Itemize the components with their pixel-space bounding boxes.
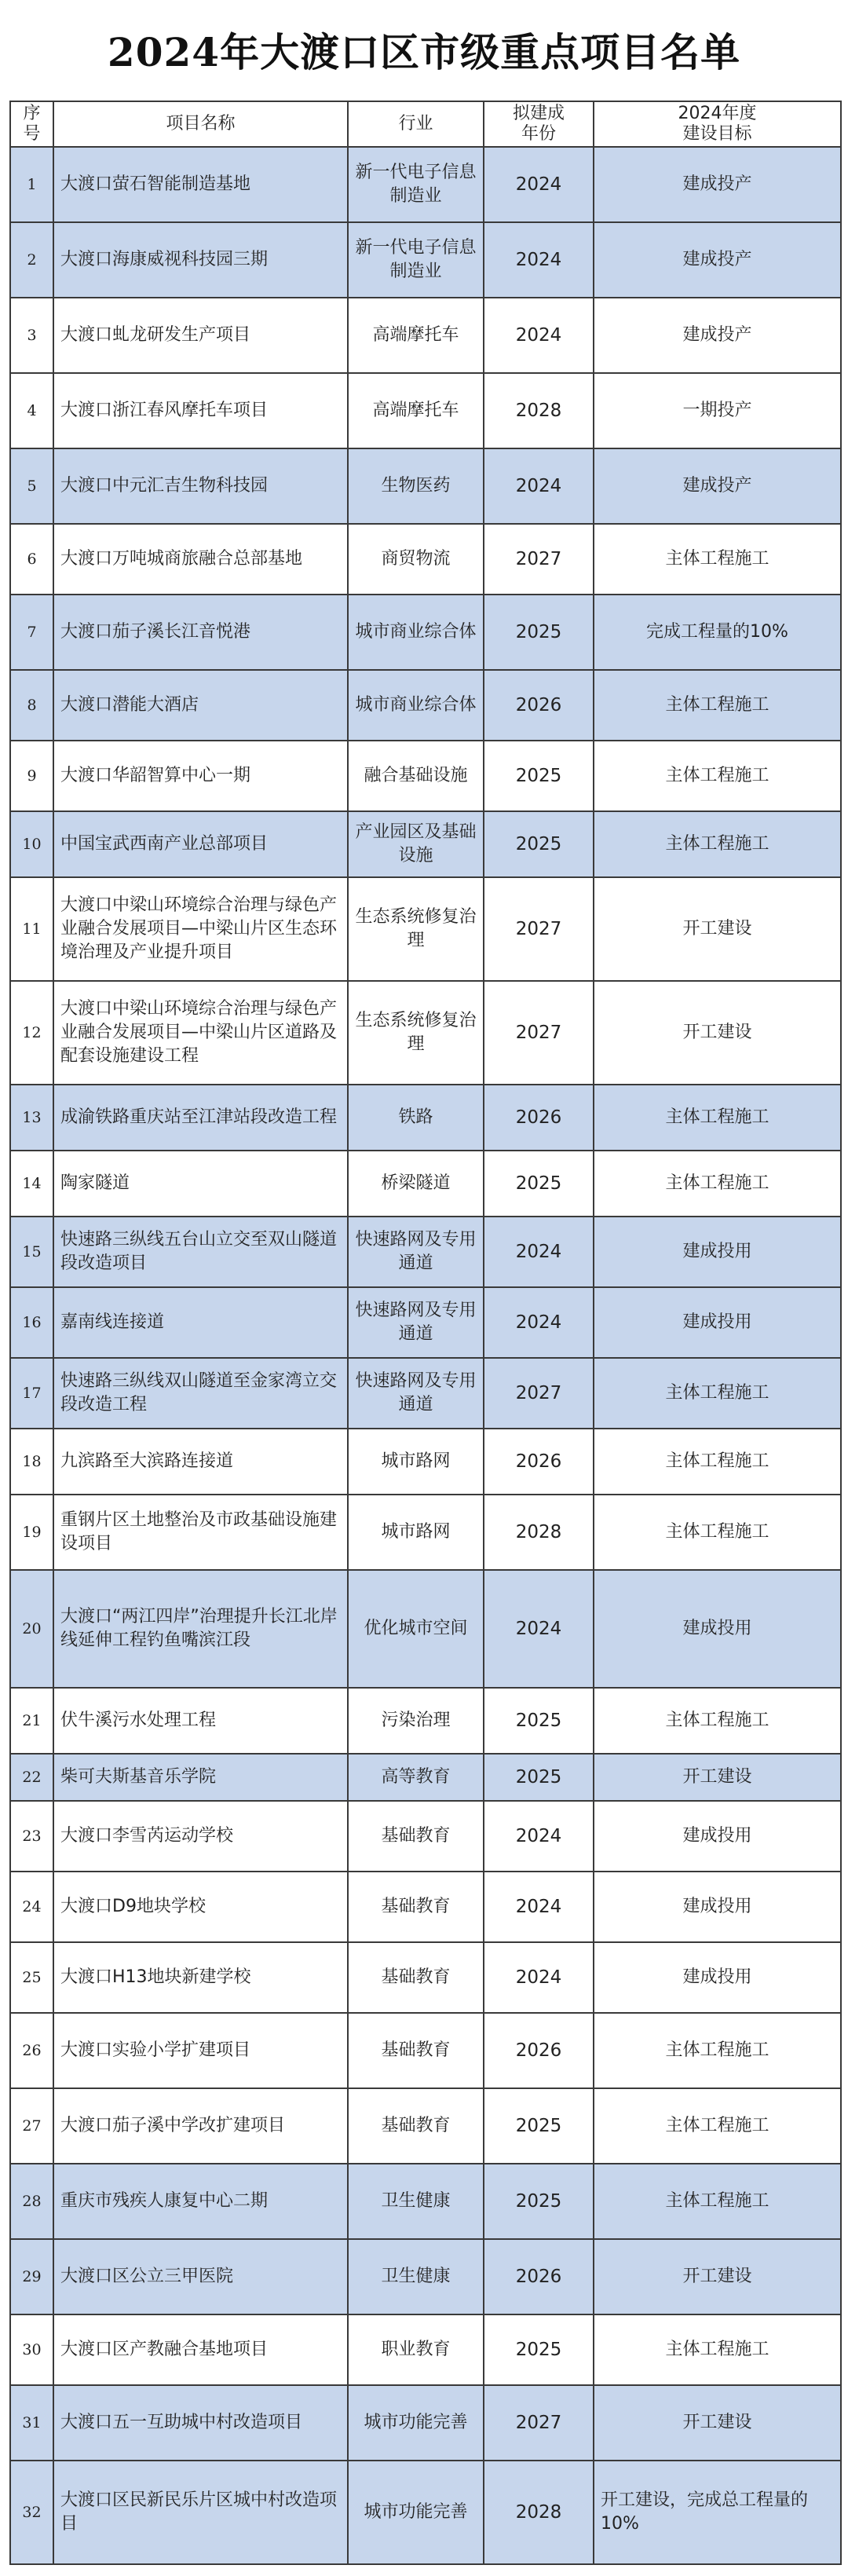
table-row: [10, 877, 841, 981]
annual-goal: 开工建设，完成总工程量的10%: [594, 2461, 841, 2564]
row-number: 8: [10, 670, 53, 741]
table-row: [10, 2314, 841, 2385]
project-name: 大渡口潜能大酒店: [53, 670, 348, 741]
project-name: 中国宝武西南产业总部项目: [53, 811, 348, 877]
project-name: 成渝铁路重庆站至江津站段改造工程: [53, 1085, 348, 1151]
project-name: 重钢片区土地整治及市政基础设施建设项目: [53, 1495, 348, 1570]
row-number: 14: [10, 1151, 53, 1217]
completion-year: 2025: [484, 1754, 594, 1801]
completion-year: 2024: [484, 1217, 594, 1287]
row-number: 12: [10, 981, 53, 1085]
annual-goal: 一期投产: [594, 373, 841, 448]
project-name: 快速路三纵线五台山立交至双山隧道段改造项目: [53, 1217, 348, 1287]
table-row: [10, 1570, 841, 1688]
project-name: 大渡口浙江春风摩托车项目: [53, 373, 348, 448]
project-name: 大渡口茄子溪长江音悦港: [53, 595, 348, 670]
project-name: 大渡口中元汇吉生物科技园: [53, 448, 348, 524]
completion-year: 2025: [484, 595, 594, 670]
table-row: [10, 1754, 841, 1801]
table-row: [10, 1358, 841, 1429]
project-name: 陶家隧道: [53, 1151, 348, 1217]
completion-year: 2027: [484, 524, 594, 595]
annual-goal: 建成投用: [594, 1801, 841, 1872]
completion-year: 2025: [484, 741, 594, 811]
row-number: 9: [10, 741, 53, 811]
row-number: 16: [10, 1287, 53, 1358]
project-name: 大渡口“两江四岸”治理提升长江北岸线延伸工程钓鱼嘴滨江段: [53, 1570, 348, 1688]
table-row: [10, 1217, 841, 1287]
project-table: [9, 101, 842, 2565]
row-number: 22: [10, 1754, 53, 1801]
industry: 城市路网: [348, 1429, 484, 1495]
row-number: 24: [10, 1872, 53, 1942]
project-name: 大渡口李雪芮运动学校: [53, 1801, 348, 1872]
header-year-line2: 年份: [521, 124, 556, 144]
row-number: 11: [10, 877, 53, 981]
industry: 基础教育: [348, 2088, 484, 2164]
table-header-row: [10, 101, 841, 147]
row-number: 15: [10, 1217, 53, 1287]
industry: 高等教育: [348, 1754, 484, 1801]
annual-goal: 主体工程施工: [594, 1151, 841, 1217]
header-industry: 行业: [348, 101, 484, 147]
row-number: 5: [10, 448, 53, 524]
annual-goal: 主体工程施工: [594, 2013, 841, 2088]
completion-year: 2027: [484, 981, 594, 1085]
completion-year: 2027: [484, 1358, 594, 1429]
row-number: 28: [10, 2164, 53, 2239]
table-row: [10, 147, 841, 222]
industry: 基础教育: [348, 1872, 484, 1942]
completion-year: 2028: [484, 2461, 594, 2564]
table-row: [10, 1287, 841, 1358]
completion-year: 2027: [484, 877, 594, 981]
completion-year: 2026: [484, 1429, 594, 1495]
completion-year: 2025: [484, 2164, 594, 2239]
table-row: [10, 741, 841, 811]
table-body: [10, 147, 841, 2564]
industry: 高端摩托车: [348, 373, 484, 448]
table-row: [10, 448, 841, 524]
row-number: 7: [10, 595, 53, 670]
annual-goal: 完成工程量的10%: [594, 595, 841, 670]
annual-goal: 建成投用: [594, 1942, 841, 2013]
row-number: 4: [10, 373, 53, 448]
row-number: 23: [10, 1801, 53, 1872]
project-name: 柴可夫斯基音乐学院: [53, 1754, 348, 1801]
header-year: [484, 101, 594, 147]
annual-goal: 主体工程施工: [594, 741, 841, 811]
completion-year: 2024: [484, 448, 594, 524]
table-row: [10, 524, 841, 595]
project-name: 九滨路至大滨路连接道: [53, 1429, 348, 1495]
header-name: 项目名称: [53, 101, 348, 147]
industry: 城市功能完善: [348, 2461, 484, 2564]
annual-goal: 建成投用: [594, 1287, 841, 1358]
table-row: [10, 1495, 841, 1570]
completion-year: 2028: [484, 373, 594, 448]
row-number: 29: [10, 2239, 53, 2314]
row-number: 13: [10, 1085, 53, 1151]
completion-year: 2026: [484, 1085, 594, 1151]
industry: 新一代电子信息制造业: [348, 222, 484, 298]
industry: 卫生健康: [348, 2239, 484, 2314]
completion-year: 2024: [484, 1801, 594, 1872]
table-row: [10, 1872, 841, 1942]
row-number: 3: [10, 298, 53, 373]
completion-year: 2024: [484, 1570, 594, 1688]
industry: 融合基础设施: [348, 741, 484, 811]
project-name: 大渡口实验小学扩建项目: [53, 2013, 348, 2088]
industry: 优化城市空间: [348, 1570, 484, 1688]
industry: 快速路网及专用通道: [348, 1217, 484, 1287]
table-row: [10, 1151, 841, 1217]
row-number: 27: [10, 2088, 53, 2164]
annual-goal: 建成投用: [594, 1217, 841, 1287]
completion-year: 2028: [484, 1495, 594, 1570]
project-name: 大渡口茄子溪中学改扩建项目: [53, 2088, 348, 2164]
annual-goal: 建成投产: [594, 222, 841, 298]
completion-year: 2026: [484, 2013, 594, 2088]
completion-year: 2025: [484, 1151, 594, 1217]
row-number: 19: [10, 1495, 53, 1570]
annual-goal: 主体工程施工: [594, 1085, 841, 1151]
table-wrapper: [9, 101, 840, 2565]
table-row: [10, 1429, 841, 1495]
industry: 基础教育: [348, 1801, 484, 1872]
table-row: [10, 595, 841, 670]
row-number: 21: [10, 1688, 53, 1754]
row-number: 25: [10, 1942, 53, 2013]
project-name: 大渡口H13地块新建学校: [53, 1942, 348, 2013]
table-row: [10, 373, 841, 448]
annual-goal: 主体工程施工: [594, 2164, 841, 2239]
project-name: 大渡口区公立三甲医院: [53, 2239, 348, 2314]
project-name: 大渡口D9地块学校: [53, 1872, 348, 1942]
project-name: 伏牛溪污水处理工程: [53, 1688, 348, 1754]
header-goal-line2: 建设目标: [682, 124, 752, 144]
industry: 生物医药: [348, 448, 484, 524]
annual-goal: 建成投用: [594, 1872, 841, 1942]
industry: 商贸物流: [348, 524, 484, 595]
industry: 污染治理: [348, 1688, 484, 1754]
annual-goal: 开工建设: [594, 2239, 841, 2314]
project-name: 大渡口五一互助城中村改造项目: [53, 2385, 348, 2461]
project-name: 大渡口中梁山环境综合治理与绿色产业融合发展项目—中梁山片区生态环境治理及产业提升项目: [53, 877, 348, 981]
table-row: [10, 2461, 841, 2564]
header-year-line1: 拟建成: [512, 104, 565, 123]
header-no: 序号: [10, 101, 53, 147]
project-name: 大渡口虬龙研发生产项目: [53, 298, 348, 373]
header-goal: [594, 101, 841, 147]
annual-goal: 开工建设: [594, 981, 841, 1085]
table-row: [10, 2239, 841, 2314]
industry: 产业园区及基础设施: [348, 811, 484, 877]
page-title: 2024年大渡口区市级重点项目名单: [107, 29, 741, 75]
industry: 快速路网及专用通道: [348, 1358, 484, 1429]
industry: 城市路网: [348, 1495, 484, 1570]
annual-goal: 建成投产: [594, 147, 841, 222]
completion-year: 2024: [484, 298, 594, 373]
project-name: 重庆市残疾人康复中心二期: [53, 2164, 348, 2239]
industry: 桥梁隧道: [348, 1151, 484, 1217]
completion-year: 2026: [484, 670, 594, 741]
annual-goal: 主体工程施工: [594, 1358, 841, 1429]
project-name: 大渡口华韶智算中心一期: [53, 741, 348, 811]
row-number: 2: [10, 222, 53, 298]
project-name: 大渡口万吨城商旅融合总部基地: [53, 524, 348, 595]
project-name: 大渡口区民新民乐片区城中村改造项目: [53, 2461, 348, 2564]
completion-year: 2024: [484, 1872, 594, 1942]
annual-goal: 开工建设: [594, 2385, 841, 2461]
annual-goal: 建成投用: [594, 1570, 841, 1688]
table-row: [10, 1085, 841, 1151]
completion-year: 2024: [484, 222, 594, 298]
row-number: 32: [10, 2461, 53, 2564]
industry: 城市功能完善: [348, 2385, 484, 2461]
row-number: 20: [10, 1570, 53, 1688]
annual-goal: 建成投产: [594, 448, 841, 524]
table-row: [10, 1942, 841, 2013]
project-name: 大渡口区产教融合基地项目: [53, 2314, 348, 2385]
project-name: 快速路三纵线双山隧道至金家湾立交段改造工程: [53, 1358, 348, 1429]
table-row: [10, 981, 841, 1085]
row-number: 6: [10, 524, 53, 595]
table-row: [10, 2385, 841, 2461]
table-row: [10, 2164, 841, 2239]
table-row: [10, 1688, 841, 1754]
annual-goal: 主体工程施工: [594, 2314, 841, 2385]
industry: 城市商业综合体: [348, 595, 484, 670]
completion-year: 2025: [484, 2088, 594, 2164]
industry: 基础教育: [348, 2013, 484, 2088]
completion-year: 2025: [484, 1688, 594, 1754]
header-goal-line1: 2024年度: [678, 104, 757, 123]
row-number: 31: [10, 2385, 53, 2461]
completion-year: 2024: [484, 1287, 594, 1358]
annual-goal: 开工建设: [594, 1754, 841, 1801]
annual-goal: 主体工程施工: [594, 1688, 841, 1754]
industry: 高端摩托车: [348, 298, 484, 373]
industry: 快速路网及专用通道: [348, 1287, 484, 1358]
project-name: 大渡口海康威视科技园三期: [53, 222, 348, 298]
industry: 生态系统修复治理: [348, 877, 484, 981]
table-row: [10, 2088, 841, 2164]
annual-goal: 主体工程施工: [594, 2088, 841, 2164]
completion-year: 2026: [484, 2239, 594, 2314]
industry: 新一代电子信息制造业: [348, 147, 484, 222]
project-name: 大渡口萤石智能制造基地: [53, 147, 348, 222]
industry: 基础教育: [348, 1942, 484, 2013]
row-number: 17: [10, 1358, 53, 1429]
annual-goal: 建成投产: [594, 298, 841, 373]
row-number: 1: [10, 147, 53, 222]
row-number: 26: [10, 2013, 53, 2088]
completion-year: 2025: [484, 2314, 594, 2385]
project-name: 嘉南线连接道: [53, 1287, 348, 1358]
annual-goal: 主体工程施工: [594, 1495, 841, 1570]
annual-goal: 主体工程施工: [594, 524, 841, 595]
annual-goal: 主体工程施工: [594, 1429, 841, 1495]
table-row: [10, 811, 841, 877]
row-number: 18: [10, 1429, 53, 1495]
industry: 职业教育: [348, 2314, 484, 2385]
row-number: 10: [10, 811, 53, 877]
industry: 城市商业综合体: [348, 670, 484, 741]
table-row: [10, 1801, 841, 1872]
row-number: 30: [10, 2314, 53, 2385]
industry: 铁路: [348, 1085, 484, 1151]
completion-year: 2025: [484, 811, 594, 877]
table-row: [10, 2013, 841, 2088]
industry: 卫生健康: [348, 2164, 484, 2239]
industry: 生态系统修复治理: [348, 981, 484, 1085]
annual-goal: 主体工程施工: [594, 811, 841, 877]
table-row: [10, 298, 841, 373]
project-name: 大渡口中梁山环境综合治理与绿色产业融合发展项目—中梁山片区道路及配套设施建设工程: [53, 981, 348, 1085]
table-row: [10, 222, 841, 298]
completion-year: 2027: [484, 2385, 594, 2461]
table-row: [10, 670, 841, 741]
completion-year: 2024: [484, 1942, 594, 2013]
completion-year: 2024: [484, 147, 594, 222]
annual-goal: 主体工程施工: [594, 670, 841, 741]
annual-goal: 开工建设: [594, 877, 841, 981]
